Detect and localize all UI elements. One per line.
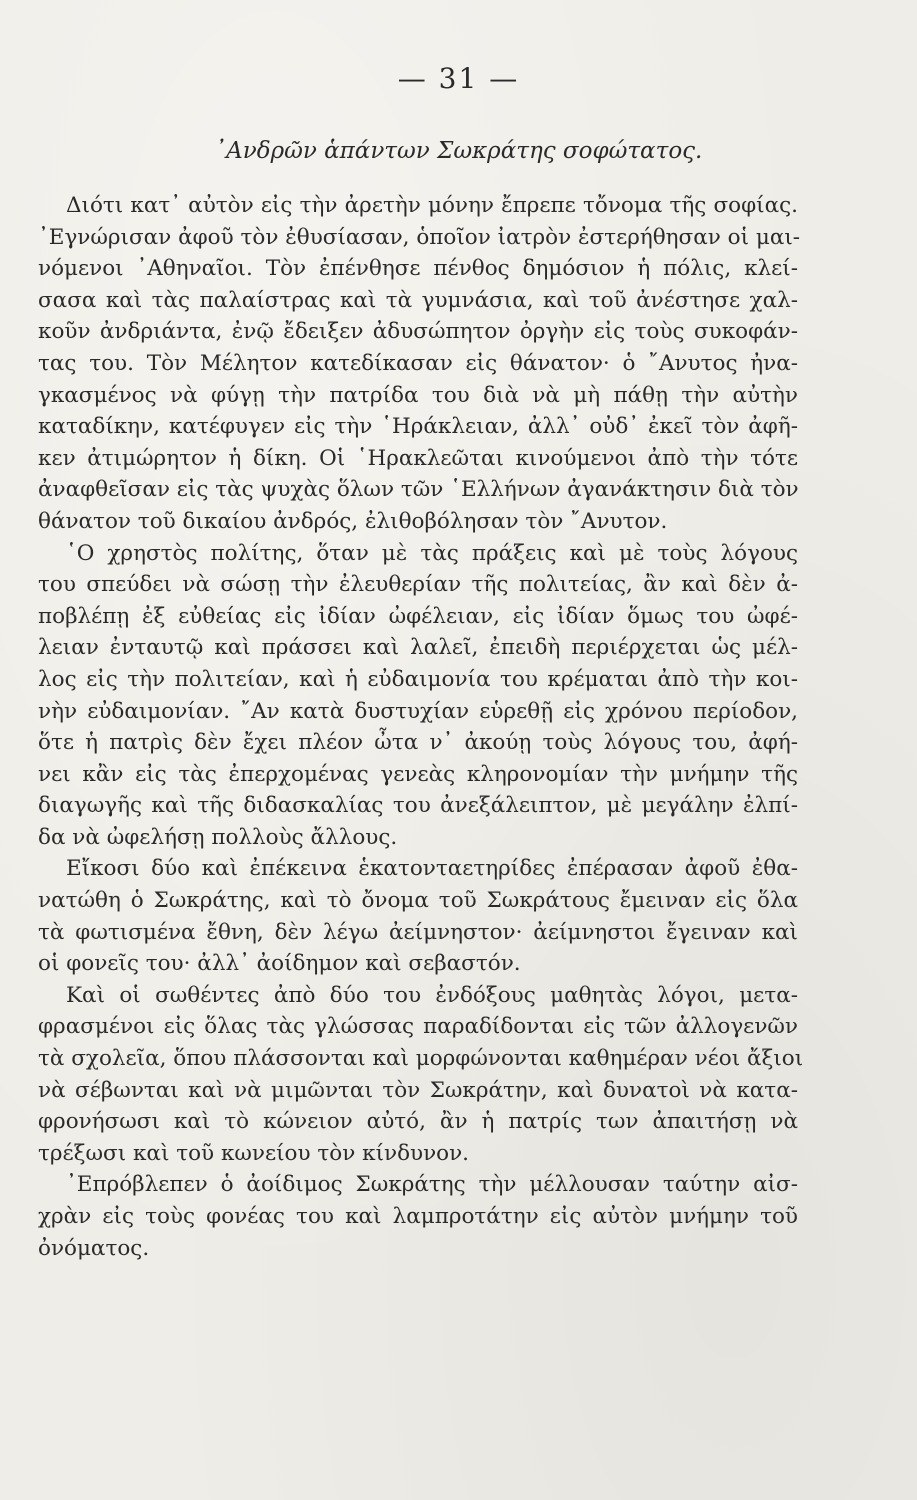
text-line: γκασμένος νὰ φύγῃ τὴν πατρίδα του διὰ νὰ μὴ πάθῃ τὴν αὐτὴν (38, 382, 798, 408)
text-line: λος εἰς τὴν πολιτείαν, καὶ ἡ εὐδαιμονία του κρέμαται ἀπὸ τὴν κοι- (38, 666, 798, 692)
text-line: ᾿Επρόβλεπεν ὁ ἀοίδιμος Σωκράτης τὴν μέλλουσαν ταύτην αἰσ- (66, 1172, 798, 1198)
text-line: καταδίκην, κατέφυγεν εἰς τὴν ῾Ηράκλειαν, ἀλλ᾿ οὐδ᾿ ἐκεῖ τὸν ἀφῆ- (38, 414, 798, 440)
text-line: Διότι κατ᾿ αὐτὸν εἰς τὴν ἀρετὴν μόνην ἔπρεπε τὄνομα τῆς σοφίας. (66, 193, 798, 218)
text-line: νόμενοι ᾿Αθηναῖοι. Τὸν ἐπένθησε πένθος δημόσιον ἡ πόλις, κλεί- (38, 256, 798, 282)
text-line: Καὶ οἱ σωθέντες ἀπὸ δύο του ἐνδόξους μαθητὰς λόγοι, μετα- (66, 982, 798, 1008)
paragraph (38, 538, 798, 854)
text-line: νει κἂν εἰς τὰς ἐπερχομένας γενεὰς κληρονομίαν τὴν μνήμην τῆς (38, 761, 798, 787)
text-line: ῾Ο χρηστὸς πολίτης, ὅταν μὲ τὰς πράξεις καὶ μὲ τοὺς λόγους (66, 540, 798, 566)
text-line: κοῦν ἀνδριάντα, ἐνῷ ἔδειξεν ἀδυσώπητον ὀργὴν εἰς τοὺς συκοφάν- (38, 319, 798, 345)
text-line: ᾿Εγνώρισαν ἀφοῦ τὸν ἐθυσίασαν, ὁποῖον ἰατρὸν ἐστερήθησαν οἱ μαι- (38, 224, 801, 250)
text-line: τας του. Τὸν Μέλητον κατεδίκασαν εἰς θάνατον· ὁ ῎Ανυτος ἠνα- (38, 350, 798, 376)
paragraph (38, 190, 801, 538)
text-line: οἱ φονεῖς του· ἀλλ᾿ ἀοίδημον καὶ σεβαστόν. (38, 951, 521, 977)
text-line: θάνατον τοῦ δικαίου ἀνδρός, ἐλιθοβόλησαν τὸν ῎Ανυτον. (38, 508, 668, 534)
paragraph (38, 853, 798, 979)
text-line: ποβλέπῃ ἐξ εὐθείας εἰς ἰδίαν ὠφέλειαν, εἰς ἰδίαν ὅμως του ὠφέ- (38, 603, 798, 629)
text-line: Εἴκοσι δύο καὶ ἐπέκεινα ἑκατονταετηρίδες ἐπέρασαν ἀφοῦ ἐθα- (66, 856, 798, 882)
text-line: νὴν εὐδαιμονίαν. ῎Αν κατὰ δυστυχίαν εὑρεθῇ εἰς χρόνου περίοδον, (38, 698, 798, 724)
body-text (38, 190, 804, 1264)
text-line: νὰ σέβωνται καὶ νὰ μιμῶνται τὸν Σωκράτην, καὶ δυνατοὶ νὰ κατα- (38, 1077, 798, 1103)
page-number: — 31 — (397, 62, 520, 95)
text-line: χρὰν εἰς τοὺς φονέας του καὶ λαμπροτάτην εἰς αὐτὸν μνήμην τοῦ (38, 1204, 798, 1229)
text-line: κεν ἀτιμώρητον ἡ δίκη. Οἱ ῾Ηρακλεῶται κινούμενοι ἀπὸ τὴν τότε (38, 445, 798, 471)
section-heading: ᾿Ανδρῶν ἁπάντων Σωκράτης σοφώτατος. (214, 138, 703, 164)
paragraph (38, 980, 804, 1170)
text-line: σασα καὶ τὰς παλαίστρας καὶ τὰ γυμνάσια, καὶ τοῦ ἀνέστησε χαλ- (38, 287, 798, 313)
text-line: φρασμένοι εἰς ὅλας τὰς γλώσσας παραδίδονται εἰς τῶν ἀλλογενῶν (38, 1014, 798, 1040)
text-line: ἀναφθεῖσαν εἰς τὰς ψυχὰς ὅλων τῶν ῾Ελλήνων ἀγανάκτησιν διὰ τὸν (38, 477, 799, 503)
text-line: φρονήσωσι καὶ τὸ κώνειον αὐτό, ἂν ἡ πατρίς των ἀπαιτήσῃ νὰ (38, 1109, 798, 1135)
text-line: ὀνόματος. (38, 1235, 150, 1261)
text-line: διαγωγῆς καὶ τῆς διδασκαλίας του ἀνεξάλειπτον, μὲ μεγάλην ἐλπί- (38, 793, 798, 819)
text-line: λειαν ἐνταυτῷ καὶ πράσσει καὶ λαλεῖ, ἐπειδὴ περιέρχεται ὡς μέλ- (38, 635, 798, 661)
text-line: δα νὰ ὠφελήσῃ πολλοὺς ἄλλους. (38, 824, 398, 850)
text-line: ὅτε ἡ πατρὶς δὲν ἔχει πλέον ὦτα ν᾿ ἀκούῃ τοὺς λόγους του, ἀφή- (38, 730, 798, 756)
text-line: τὰ σχολεῖα, ὅπου πλάσσονται καὶ μορφώνονται καθημέραν νέοι ἄξιοι (38, 1046, 804, 1072)
paragraph (38, 1169, 798, 1264)
text-line: τρέξωσι καὶ τοῦ κωνείου τὸν κίνδυνον. (38, 1140, 470, 1166)
text-line: του σπεύδει νὰ σώσῃ τὴν ἐλευθερίαν τῆς πολιτείας, ἂν καὶ δὲν ἀ- (38, 572, 798, 598)
text-line: τὰ φωτισμένα ἔθνη, δὲν λέγω ἀείμνηστον· ἀείμνηστοι ἔγειναν καὶ (38, 919, 798, 945)
text-line: νατώθη ὁ Σωκράτης, καὶ τὸ ὄνομα τοῦ Σωκράτους ἔμειναν εἰς ὅλα (38, 888, 798, 914)
